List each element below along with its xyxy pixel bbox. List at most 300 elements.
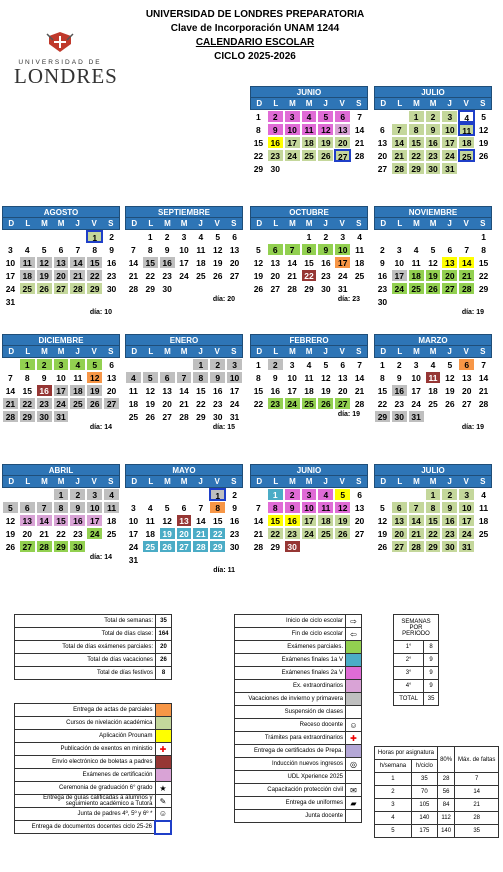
day-cell: 21 [351, 136, 368, 149]
weekday-label: J [447, 347, 452, 356]
empty-cell [391, 230, 408, 243]
weekday-label: J [198, 347, 203, 356]
day-cell: 2 [209, 358, 226, 371]
hours-cell: 112 [437, 812, 455, 825]
day-cell: 3 [125, 501, 142, 514]
legend-swatch [346, 654, 362, 667]
legend-label: Entrega de documentos docentes ciclo 25-26 [15, 821, 156, 834]
day-cell: 6 [226, 230, 243, 243]
day-cell: 24 [53, 397, 70, 410]
day-cell: 17 [226, 384, 243, 397]
period-weeks: 9 [424, 654, 439, 667]
day-cell: 27 [334, 397, 351, 410]
day-cell: 16 [159, 256, 176, 269]
legend-swatch [346, 667, 362, 680]
day-cell: 19 [441, 384, 458, 397]
day-cell: 23 [226, 527, 243, 540]
day-cell: 5 [374, 501, 391, 514]
legend-row [235, 810, 362, 823]
header [110, 8, 400, 64]
day-cell: 23 [267, 149, 284, 162]
day-cell: 9 [226, 501, 243, 514]
day-cell: 26 [441, 397, 458, 410]
legend-row [15, 782, 172, 795]
day-cell: 15 [475, 256, 492, 269]
weekday-label: L [148, 347, 154, 356]
legend-row [235, 693, 362, 706]
day-cell: 27 [103, 397, 120, 410]
weekday-label: M [413, 477, 420, 486]
legend-label: Suspensión de clases [235, 706, 346, 719]
month-name: DICIEMBRE [2, 334, 120, 346]
day-cell: 10 [226, 371, 243, 384]
day-cell: 10 [334, 243, 351, 256]
day-cell: 5 [317, 110, 334, 123]
class-day-count: día: 14 [89, 554, 112, 561]
calendar-febrero [250, 334, 368, 418]
day-cell: 10 [125, 514, 142, 527]
day-cell: 16 [69, 514, 86, 527]
weekday-header [250, 346, 368, 358]
empty-cell [2, 358, 19, 371]
weekday-label: M [41, 347, 48, 356]
day-cell: 18 [19, 269, 36, 282]
legend-row [235, 680, 362, 693]
day-cell: 9 [103, 243, 120, 256]
calendar-septiembre [125, 206, 243, 303]
day-cell: 11 [125, 384, 142, 397]
hours-row [375, 799, 499, 812]
weekday-label: V [339, 99, 345, 108]
day-cell: 22 [209, 527, 226, 540]
day-cell: 25 [125, 410, 142, 423]
legend-label: Entrega de guías calificadas a alumnos y seguimiento académico a Tutora [15, 795, 156, 808]
day-cell: 13 [351, 501, 368, 514]
day-cell: 6 [391, 501, 408, 514]
day-cell: 31 [408, 410, 425, 423]
day-cell: 26 [317, 149, 334, 162]
day-cell: 16 [441, 514, 458, 527]
day-cell: 3 [441, 110, 458, 123]
day-cell: 3 [176, 230, 193, 243]
legend-label: Entrega de uniformes [235, 797, 346, 810]
day-cell: 28 [458, 282, 475, 295]
day-cell: 19 [36, 269, 53, 282]
day-cell: 29 [53, 540, 70, 553]
calendar-julio [374, 86, 492, 176]
weekday-label: V [463, 477, 469, 486]
day-cell: 8 [374, 371, 391, 384]
empty-cell [374, 230, 391, 243]
weeks-row [394, 641, 439, 654]
day-cell: 5 [317, 358, 334, 371]
day-cell: 7 [391, 123, 408, 136]
day-cell: 1 [408, 110, 425, 123]
day-cell: 2 [103, 230, 120, 243]
day-cell: 3 [458, 488, 475, 501]
day-cell: 14 [176, 384, 193, 397]
day-cell: 26 [334, 527, 351, 540]
day-cell: 14 [36, 514, 53, 527]
weekday-label: L [148, 477, 154, 486]
day-cell: 10 [391, 256, 408, 269]
weekday-label: J [75, 477, 80, 486]
day-cell: 7 [351, 358, 368, 371]
day-cell: 3 [391, 243, 408, 256]
day-cell: 5 [36, 243, 53, 256]
day-cell: 5 [86, 358, 103, 371]
day-cell: 1 [250, 110, 267, 123]
summary-label: Total de días vacaciones [15, 654, 156, 667]
day-cell: 29 [19, 410, 36, 423]
day-cell: 18 [192, 256, 209, 269]
day-cell: 30 [317, 282, 334, 295]
class-day-count: día: 23 [337, 296, 360, 303]
empty-cell [19, 230, 36, 243]
day-cell: 28 [475, 397, 492, 410]
day-cell: 18 [317, 514, 334, 527]
legend-row [235, 706, 362, 719]
day-cell: 20 [374, 149, 391, 162]
weekday-label: M [413, 347, 420, 356]
weekday-label: M [180, 219, 188, 228]
day-cell: 6 [267, 243, 284, 256]
day-cell: 1 [425, 488, 442, 501]
day-cell: 15 [301, 256, 318, 269]
day-cell: 17 [441, 136, 458, 149]
day-cell: 7 [176, 371, 193, 384]
day-cell: 9 [425, 123, 442, 136]
day-cell: 29 [86, 282, 103, 295]
empty-cell [176, 358, 193, 371]
period-label: 3° [394, 667, 424, 680]
weekday-label: V [91, 477, 97, 486]
day-cell: 24 [176, 269, 193, 282]
day-cell: 5 [334, 488, 351, 501]
weeks-row [394, 654, 439, 667]
weekday-label: S [108, 477, 114, 486]
col-80: 80% [437, 747, 455, 773]
legend-row [15, 769, 172, 782]
legend-label: Vacaciones de invierno y primavera [235, 693, 346, 706]
weekday-header [2, 476, 120, 488]
month-name: OCTUBRE [250, 206, 368, 218]
day-cell: 8 [86, 243, 103, 256]
legend-swatch [155, 704, 171, 717]
weekday-label: M [413, 219, 420, 228]
day-cell: 7 [351, 110, 368, 123]
day-cell: 27 [176, 540, 193, 553]
day-cell: 30 [374, 295, 391, 308]
weekday-label: D [131, 219, 138, 228]
day-cell: 9 [284, 501, 301, 514]
day-cell: 21 [250, 527, 267, 540]
day-cell: 25 [142, 540, 159, 553]
weekday-label: M [305, 347, 313, 356]
hours-row [375, 786, 499, 799]
legend-swatch [346, 680, 362, 693]
day-cell: 25 [103, 527, 120, 540]
empty-cell [69, 230, 86, 243]
legend-label: Publicación de exentos en ministio [15, 743, 156, 756]
hours-cell: 21 [455, 799, 499, 812]
day-grid [374, 358, 492, 423]
day-cell: 13 [391, 514, 408, 527]
empty-cell [250, 488, 267, 501]
day-cell: 29 [475, 282, 492, 295]
day-cell: 11 [425, 371, 442, 384]
day-cell: 7 [125, 243, 142, 256]
day-cell: 1 [53, 488, 70, 501]
day-cell: 17 [125, 527, 142, 540]
weekday-label: M [305, 219, 313, 228]
day-cell: 8 [19, 371, 36, 384]
day-cell: 27 [351, 527, 368, 540]
day-cell: 17 [408, 384, 425, 397]
weekday-label: V [463, 99, 469, 108]
day-cell: 30 [391, 410, 408, 423]
weekday-label: J [323, 347, 328, 356]
weekday-label: V [91, 219, 97, 228]
day-cell: 8 [142, 243, 159, 256]
day-cell: 8 [192, 371, 209, 384]
weekday-label: M [289, 99, 296, 108]
day-cell: 27 [458, 397, 475, 410]
day-cell: 13 [176, 514, 193, 527]
hours-cell: 1 [375, 773, 412, 786]
day-cell: 24 [86, 527, 103, 540]
day-cell: 6 [441, 243, 458, 256]
day-cell: 27 [226, 269, 243, 282]
day-cell: 1 [374, 358, 391, 371]
weekday-label: S [356, 99, 362, 108]
calendar-julio [374, 464, 492, 554]
day-cell: 15 [192, 384, 209, 397]
weekday-label: V [214, 219, 220, 228]
summary-row [15, 615, 172, 628]
legend-swatch [346, 745, 362, 758]
day-cell: 31 [53, 410, 70, 423]
day-cell: 4 [408, 243, 425, 256]
legend-label: UDL Xperience 2025 [235, 771, 346, 784]
legend-left [14, 703, 172, 835]
day-cell: 28 [284, 282, 301, 295]
calendar-marzo [374, 334, 492, 431]
weekday-label: J [323, 99, 328, 108]
day-grid [2, 230, 120, 308]
day-cell: 1 [192, 358, 209, 371]
weekday-label: S [480, 477, 486, 486]
empty-cell [176, 488, 193, 501]
day-cell: 29 [250, 162, 267, 175]
day-cell: 26 [374, 540, 391, 553]
day-cell: 23 [103, 269, 120, 282]
day-cell: 7 [36, 501, 53, 514]
day-cell: 11 [142, 514, 159, 527]
day-cell: 24 [458, 527, 475, 540]
day-cell: 18 [458, 136, 475, 149]
weekday-label: D [131, 477, 138, 486]
day-cell: 11 [458, 123, 475, 136]
day-cell: 26 [36, 282, 53, 295]
weekday-label: M [305, 99, 313, 108]
day-cell: 2 [267, 110, 284, 123]
legend-label: Junta docente [235, 810, 346, 823]
day-grid [125, 358, 243, 423]
day-cell: 20 [53, 269, 70, 282]
weekday-label: M [57, 347, 65, 356]
legend-label: Aplicación Prounam [15, 730, 156, 743]
day-cell: 16 [425, 136, 442, 149]
day-cell: 5 [425, 243, 442, 256]
day-cell: 22 [53, 527, 70, 540]
weekday-label: V [463, 219, 469, 228]
hours-cell: 84 [437, 799, 455, 812]
weekday-label: J [323, 477, 328, 486]
empty-cell [374, 110, 391, 123]
legend-swatch [155, 769, 171, 782]
legend-swatch [346, 771, 362, 784]
class-day-count: día: 15 [212, 424, 235, 431]
day-cell: 3 [334, 230, 351, 243]
day-cell: 26 [250, 282, 267, 295]
calendar-junio [250, 464, 368, 554]
day-cell: 16 [267, 136, 284, 149]
weekday-label: L [273, 477, 279, 486]
day-cell: 21 [284, 269, 301, 282]
day-cell: 19 [250, 269, 267, 282]
hours-cell: 70 [411, 786, 437, 799]
day-cell: 4 [458, 110, 475, 123]
day-cell: 12 [475, 123, 492, 136]
day-cell: 13 [226, 243, 243, 256]
day-cell: 11 [19, 256, 36, 269]
weekday-label: S [231, 219, 237, 228]
summary-value: 26 [156, 654, 172, 667]
day-cell: 31 [226, 410, 243, 423]
empty-cell [408, 230, 425, 243]
weekday-label: L [397, 347, 403, 356]
legend-label: Exámenes parciales. [235, 641, 346, 654]
weekday-label: V [339, 219, 345, 228]
day-cell: 12 [159, 514, 176, 527]
empty-cell [125, 230, 142, 243]
day-cell: 4 [317, 488, 334, 501]
legend-row [15, 795, 172, 808]
day-cell: 21 [36, 527, 53, 540]
day-cell: 24 [284, 397, 301, 410]
day-cell: 23 [36, 397, 53, 410]
legend-swatch [155, 756, 171, 769]
legend-swatch: ⇨ [346, 615, 362, 628]
day-cell: 18 [475, 514, 492, 527]
day-cell: 16 [209, 384, 226, 397]
summary-label: Total de días festivos [15, 667, 156, 680]
legend-mid [234, 614, 362, 823]
day-cell: 8 [475, 243, 492, 256]
day-cell: 30 [209, 410, 226, 423]
empty-cell [408, 488, 425, 501]
col-hsemana: h/semana [375, 760, 412, 773]
day-cell: 4 [125, 371, 142, 384]
day-cell: 24 [226, 397, 243, 410]
day-cell: 24 [334, 269, 351, 282]
weekday-label: J [447, 219, 452, 228]
day-cell: 4 [19, 243, 36, 256]
day-cell: 25 [475, 527, 492, 540]
day-cell: 21 [458, 269, 475, 282]
day-cell: 24 [284, 149, 301, 162]
day-cell: 6 [176, 501, 193, 514]
day-cell: 22 [19, 397, 36, 410]
logo-bottom: LONDRES [14, 64, 118, 88]
weekday-label: M [180, 347, 188, 356]
day-cell: 9 [391, 371, 408, 384]
day-cell: 3 [408, 358, 425, 371]
day-cell: 9 [441, 501, 458, 514]
day-cell: 12 [36, 256, 53, 269]
day-cell: 6 [334, 110, 351, 123]
day-cell: 28 [125, 282, 142, 295]
day-cell: 6 [351, 488, 368, 501]
day-cell: 18 [103, 514, 120, 527]
calendar-mayo [125, 464, 243, 574]
logo-top: UNIVERSIDAD DE [18, 59, 102, 66]
day-grid [2, 358, 120, 423]
legend-row [15, 756, 172, 769]
empty-cell [250, 230, 267, 243]
period-label: TOTAL [394, 693, 424, 706]
day-cell: 12 [334, 501, 351, 514]
hours-cell: 5 [375, 825, 412, 838]
weekday-label: M [164, 347, 171, 356]
weekday-label: S [356, 347, 362, 356]
weekday-label: S [108, 347, 114, 356]
hours-cell: 105 [411, 799, 437, 812]
summary-label: Total de semanas: [15, 615, 156, 628]
day-cell: 13 [374, 136, 391, 149]
day-cell: 16 [267, 384, 284, 397]
weekday-label: M [289, 477, 296, 486]
hours-cell: 2 [375, 786, 412, 799]
legend-row [235, 784, 362, 797]
empty-cell [192, 488, 209, 501]
legend-swatch: ☺ [346, 719, 362, 732]
summary-label: Total de días clase: [15, 628, 156, 641]
legend-row [15, 717, 172, 730]
day-cell: 30 [226, 540, 243, 553]
legend-row [235, 615, 362, 628]
day-cell: 7 [458, 243, 475, 256]
weekday-label: M [57, 477, 65, 486]
day-cell: 3 [284, 110, 301, 123]
day-cell: 18 [408, 269, 425, 282]
hours-cell: 140 [411, 812, 437, 825]
legend-row [235, 641, 362, 654]
hours-cell: 140 [437, 825, 455, 838]
weekday-label: D [8, 219, 15, 228]
legend-label: Ex. extraordinarios [235, 680, 346, 693]
day-cell: 1 [209, 488, 226, 501]
day-cell: 31 [441, 162, 458, 175]
weekday-label: S [480, 99, 486, 108]
weekday-header [125, 476, 243, 488]
day-cell: 6 [19, 501, 36, 514]
weekday-label: J [447, 99, 452, 108]
summary-value: 35 [156, 615, 172, 628]
empty-cell [441, 230, 458, 243]
day-cell: 22 [250, 397, 267, 410]
